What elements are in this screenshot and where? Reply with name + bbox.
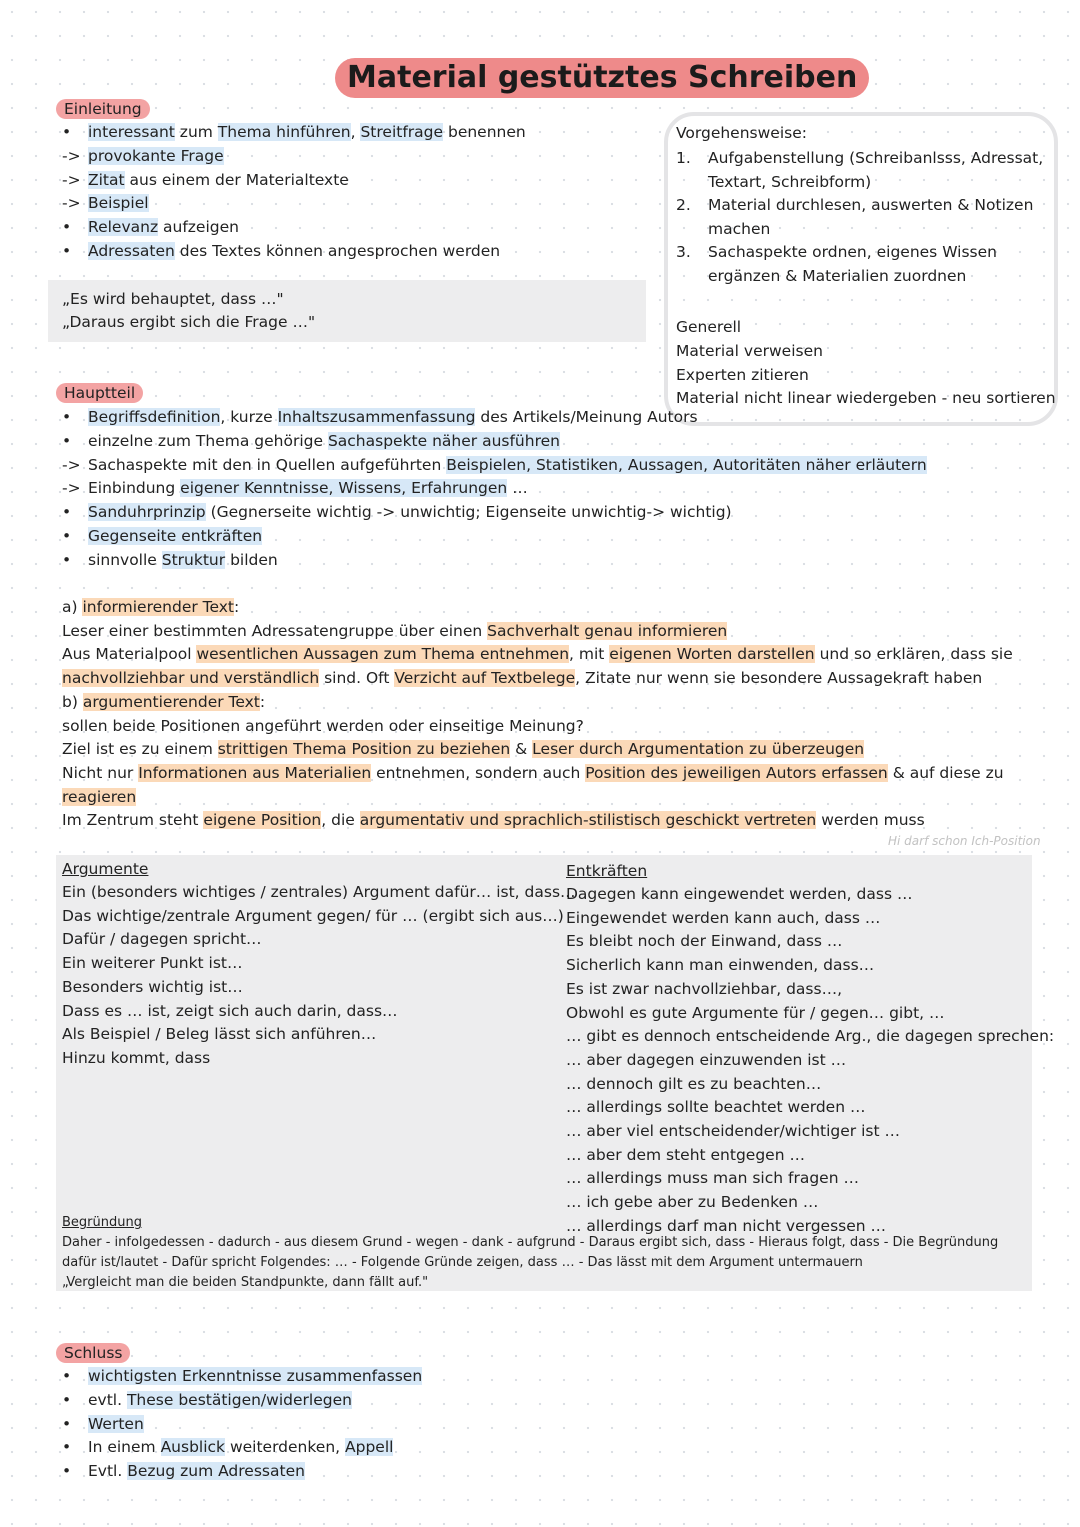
highlighted-text: Struktur — [161, 550, 226, 569]
texttype-line — [62, 762, 1004, 784]
highlighted-text: informierender Text — [82, 598, 235, 616]
einleitung-item — [62, 216, 239, 238]
schluss-item — [62, 1436, 393, 1458]
text-span: , kurze — [220, 408, 278, 426]
highlighted-text: Ausblick — [160, 1438, 226, 1457]
entkraeften-phrase: … aber dagegen einzuwenden ist … — [566, 1050, 847, 1069]
bullet-icon: • — [62, 1367, 72, 1385]
begruendung-line: „Vergleicht man die beiden Standpunkte, dann fällt auf." — [62, 1275, 429, 1290]
vorgehensweise-step — [676, 194, 1033, 216]
text-span: , — [350, 123, 361, 141]
text-span: sind. Oft — [319, 669, 395, 688]
argumente-phrase: Besonders wichtig ist… — [62, 977, 243, 996]
highlighted-text: Werten — [88, 1414, 144, 1433]
highlighted-text: Begriffsdefinition — [88, 408, 221, 426]
text-span: einzelne zum Thema gehörige — [88, 431, 328, 450]
step-number: 3. — [676, 243, 691, 262]
hauptteil-item — [62, 454, 927, 476]
section-heading-schluss: Schluss — [56, 1343, 130, 1363]
highlighted-text: Gegenseite entkräften — [88, 527, 263, 545]
highlighted-text: provokante Frage — [88, 146, 224, 165]
text-span: aus einem der Materialtexte — [124, 170, 349, 189]
text-span: & auf diese zu — [887, 763, 1004, 782]
entkraeften-phrase: … aber viel entscheidender/wichtiger ist … — [566, 1122, 900, 1140]
einleitung-item — [62, 145, 224, 167]
text-span: a) — [62, 598, 83, 616]
entkraeften-phrase: Dagegen kann eingewendet werden, dass … — [566, 885, 913, 903]
argumente-phrase: Das wichtige/zentrale Argument gegen/ für … (ergibt sich aus…) — [62, 906, 564, 925]
text-span: Im Zentrum steht — [62, 811, 204, 830]
text-span: … — [507, 479, 528, 498]
entkraeften-phrase: … allerdings muss man sich fragen … — [566, 1169, 859, 1188]
highlighted-text: nachvollziehbar und verständlich — [62, 669, 320, 688]
highlighted-text: argumentierender Text — [82, 692, 260, 711]
entkraeften-phrase: … dennoch gilt es zu beachten… — [566, 1074, 822, 1093]
highlighted-text: Thema hinführen — [217, 123, 351, 141]
arrow-marker: -> — [62, 455, 81, 474]
begruendung-line: Daher - infolgedessen - dadurch - aus diesem Grund - wegen - dank - aufgrund - Daraus ergibt sich, dass - Hieraus folgt, dass - Die Begründung — [62, 1235, 999, 1250]
argumente-heading: Argumente — [62, 860, 149, 878]
texttype-line — [62, 667, 982, 689]
arrow-marker: -> — [62, 479, 81, 498]
texttype-line — [62, 809, 925, 831]
section-heading-einleitung: Einleitung — [56, 99, 150, 119]
highlighted-text: Sanduhrprinzip — [88, 503, 206, 522]
argumente-phrase: Hinzu kommt, dass — [62, 1048, 211, 1067]
bullet-icon: • — [62, 431, 72, 450]
highlighted-text: Sachaspekte näher ausführen — [327, 431, 560, 450]
highlighted-text: Beispielen, Statistiken, Aussagen, Autoritäten näher erläutern — [446, 455, 927, 474]
highlighted-text: Streitfrage — [360, 123, 444, 141]
text-span: sollen beide Positionen angeführt werden oder einseitige Meinung? — [62, 716, 584, 735]
entkraeften-phrase: … allerdings sollte beachtet werden … — [566, 1098, 866, 1117]
highlighted-text: Bezug zum Adressaten — [127, 1462, 305, 1481]
bullet-icon: • — [62, 550, 72, 569]
text-span: sinnvolle — [88, 550, 162, 569]
highlighted-text: wesentlichen Aussagen zum Thema entnehmen — [196, 645, 570, 664]
schluss-item — [62, 1413, 144, 1435]
highlighted-text: Leser durch Argumentation zu überzeugen — [532, 740, 865, 759]
generell-item: Experten zitieren — [676, 366, 809, 384]
text-span: b) — [62, 692, 83, 711]
step-text: Material durchlesen, auswerten & Notizen — [708, 196, 1034, 215]
step-number: 1. — [676, 149, 691, 167]
text-span: (Gegnerseite wichtig -> unwichtig; Eigenseite unwichtig-> wichtig) — [205, 503, 732, 522]
vorgehensweise-step — [676, 218, 770, 240]
generell-item: Material nicht linear wiedergeben - neu sortieren — [676, 389, 1056, 407]
bullet-icon: • — [62, 408, 72, 426]
handwritten-note: Hi darf schon Ich-Position — [888, 834, 1041, 848]
text-span: des Textes können angesprochen werden — [174, 242, 501, 260]
highlighted-text: Verzicht auf Textbelege — [394, 669, 576, 688]
entkraeften-phrase: Es ist zwar nachvollziehbar, dass…, — [566, 979, 843, 998]
text-span: zum — [174, 123, 218, 141]
argumente-phrase: Als Beispiel / Beleg lässt sich anführen… — [62, 1025, 377, 1044]
bullet-icon: • — [62, 527, 72, 545]
text-span: bilden — [225, 550, 278, 569]
text-span: evtl. — [88, 1390, 127, 1409]
highlighted-text: Zitat — [88, 170, 125, 189]
highlighted-text: Appell — [345, 1438, 394, 1457]
bullet-icon: • — [62, 218, 72, 237]
hauptteil-item — [62, 549, 278, 571]
entkraeften-phrase: Obwohl es gute Argumente für / gegen… gibt, … — [566, 1003, 945, 1022]
step-text: machen — [708, 219, 771, 238]
hauptteil-item — [62, 525, 262, 547]
vorgehensweise-box — [664, 112, 1058, 426]
generell-item: Material verweisen — [676, 342, 823, 360]
highlighted-text: reagieren — [62, 787, 137, 806]
highlighted-text: eigener Kenntnisse, Wissens, Erfahrungen — [180, 479, 508, 498]
schluss-item — [62, 1389, 352, 1411]
vorgehensweise-heading: Vorgehensweise: — [676, 124, 807, 142]
text-span: Nicht nur — [62, 763, 139, 782]
texttype-line — [62, 691, 265, 713]
argumente-phrase: Dafür / dagegen spricht… — [62, 930, 262, 949]
highlighted-text: Sachverhalt genau informieren — [487, 621, 728, 640]
texttype-line — [62, 738, 864, 760]
text-span: , die — [321, 811, 360, 830]
hauptteil-item — [62, 406, 698, 428]
texttype-line — [62, 643, 1013, 665]
einleitung-item — [62, 169, 349, 191]
entkraeften-phrase: Es bleibt noch der Einwand, dass … — [566, 932, 843, 951]
text-span: , Zitate nur wenn sie besondere Aussagekraft haben — [575, 669, 983, 688]
texttype-line — [62, 620, 727, 642]
highlighted-text: eigenen Worten darstellen — [609, 645, 815, 664]
text-span: Aus Materialpool — [62, 645, 197, 664]
entkraeften-phrase: Eingewendet werden kann auch, dass … — [566, 908, 881, 927]
argumente-phrase: Dass es … ist, zeigt sich auch darin, dass… — [62, 1001, 398, 1020]
text-span: Ziel ist es zu einem — [62, 740, 218, 759]
highlighted-text: argumentativ und sprachlich-stilistisch geschickt vertreten — [359, 811, 817, 830]
entkraeften-phrase: … allerdings darf man nicht vergessen … — [566, 1216, 887, 1235]
argumente-phrase: Ein (besonders wichtiges / zentrales) Argument dafür… ist, dass… — [62, 883, 576, 901]
text-span: aufzeigen — [158, 218, 239, 237]
hauptteil-item — [62, 501, 732, 523]
hauptteil-item — [62, 477, 528, 499]
einleitung-item — [62, 121, 526, 143]
begruendung-line: dafür ist/lautet - Dafür spricht Folgendes: … - Folgende Gründe zeigen, dass … - Das lässt mit dem Argument untermauern — [62, 1255, 863, 1270]
highlighted-text: Informationen aus Materialien — [138, 763, 372, 782]
step-text: ergänzen & Materialien zuordnen — [708, 267, 967, 285]
texttype-line — [62, 596, 239, 618]
highlighted-text: interessant — [88, 123, 175, 141]
highlighted-text: These bestätigen/widerlegen — [126, 1390, 352, 1409]
highlighted-text: wichtigsten Erkenntnisse zusammenfassen — [88, 1367, 423, 1385]
step-number: 2. — [676, 196, 691, 215]
vorgehensweise-step — [676, 147, 1043, 169]
text-span: : — [259, 692, 266, 711]
text-span: entnehmen, sondern auch — [371, 763, 586, 782]
vorgehensweise-step — [676, 265, 966, 287]
highlighted-text: eigene Position — [203, 811, 322, 830]
bullet-icon: • — [62, 1414, 72, 1433]
arrow-marker: -> — [62, 146, 81, 165]
highlighted-text: Inhaltszusammenfassung — [277, 408, 476, 426]
entkraeften-phrase: Sicherlich kann man einwenden, dass… — [566, 956, 875, 975]
highlighted-text: Relevanz — [88, 218, 159, 237]
text-span: Sachaspekte mit den in Quellen aufgeführten — [88, 455, 447, 474]
texttype-line — [62, 715, 584, 737]
entkraeften-heading: Entkräften — [566, 862, 648, 880]
step-text: Sachaspekte ordnen, eigenes Wissen — [708, 243, 997, 262]
quote-line-2: „Daraus ergibt sich die Frage …" — [62, 313, 316, 331]
step-text: Aufgabenstellung (Schreibanlsss, Adressat, — [708, 149, 1044, 167]
entkraeften-phrase: … ich gebe aber zu Bedenken … — [566, 1193, 819, 1212]
schluss-item — [62, 1365, 422, 1387]
text-span: benennen — [443, 123, 526, 141]
bullet-icon: • — [62, 1462, 72, 1481]
bullet-icon: • — [62, 1438, 72, 1457]
section-heading-hauptteil: Hauptteil — [56, 383, 143, 403]
highlighted-text: Adressaten — [88, 242, 175, 260]
text-span: weiterdenken, — [225, 1438, 346, 1457]
step-text: Textart, Schreibform) — [708, 172, 872, 191]
text-span: Leser einer bestimmten Adressatengruppe über einen — [62, 621, 488, 640]
einleitung-item — [62, 192, 149, 214]
einleitung-item — [62, 240, 500, 262]
texttype-line — [62, 786, 136, 808]
text-span: des Artikels/Meinung Autors — [475, 408, 698, 426]
page-title: Material gestütztes Schreiben — [335, 58, 869, 98]
entkraeften-phrase: … gibt es dennoch entscheidende Arg., die dagegen sprechen: — [566, 1027, 1055, 1046]
bullet-icon: • — [62, 503, 72, 522]
generell-heading: Generell — [676, 318, 742, 336]
hauptteil-item — [62, 430, 560, 452]
highlighted-text: Position des jeweiligen Autors erfassen — [585, 763, 888, 782]
vorgehensweise-step — [676, 171, 871, 193]
begruendung-heading: Begründung — [62, 1215, 142, 1230]
text-span: Einbindung — [88, 479, 181, 498]
text-span: In einem — [88, 1438, 161, 1457]
arrow-marker: -> — [62, 194, 81, 213]
text-span: Evtl. — [88, 1462, 128, 1481]
argumente-phrase: Ein weiterer Punkt ist… — [62, 954, 243, 973]
text-span: und so erklären, dass sie — [814, 645, 1013, 664]
vorgehensweise-step — [676, 241, 997, 263]
bullet-icon: • — [62, 242, 72, 260]
schluss-item — [62, 1460, 305, 1482]
text-span: : — [234, 598, 240, 616]
entkraeften-phrase: … aber dem steht entgegen … — [566, 1145, 805, 1164]
highlighted-text: Beispiel — [88, 194, 149, 213]
text-span: , mit — [569, 645, 610, 664]
quote-line-1: „Es wird behauptet, dass …" — [62, 290, 284, 308]
bullet-icon: • — [62, 1390, 72, 1409]
highlighted-text: strittigen Thema Position zu beziehen — [217, 740, 511, 759]
bullet-icon: • — [62, 123, 72, 141]
text-span: werden muss — [816, 811, 925, 830]
arrow-marker: -> — [62, 170, 81, 189]
text-span: & — [510, 740, 533, 759]
